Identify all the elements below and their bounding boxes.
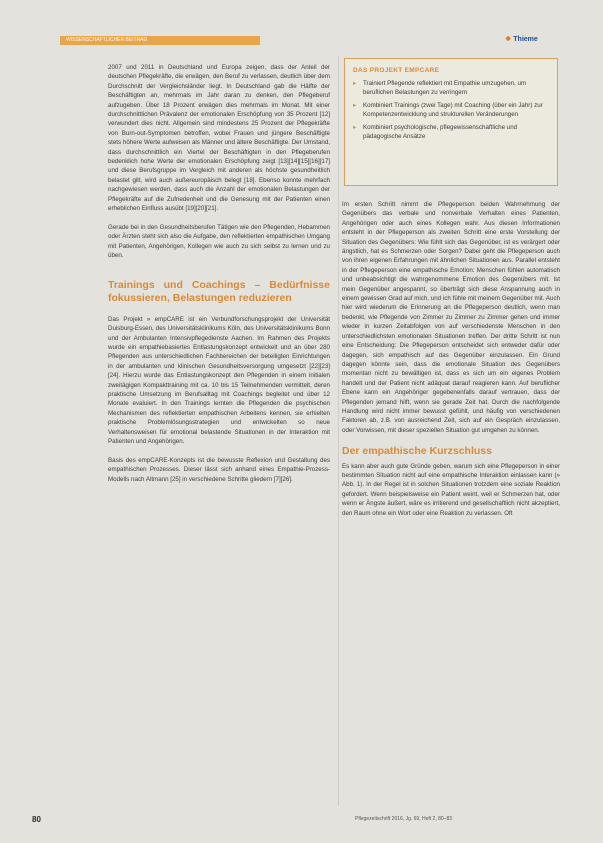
section-label: WISSENSCHAFTLICHER BEITRAG [66, 37, 148, 43]
info-box [344, 58, 558, 186]
publisher-logo [505, 35, 538, 43]
info-box-title: DAS PROJEKT EMPCARE [353, 67, 440, 74]
page-number: 80 [32, 815, 41, 824]
list-item: ▸ Trainiert Pflegende reflektiert mit Empathie umzugehen, um beruflichen Belastungen zu verringern [353, 80, 527, 97]
body-paragraph: Es kann aber auch gute Gründe geben, warum sich eine Pflegeperson in einer bestimmten Situation nicht auf eine empathische Interaktion einlassen kann (» Abb. 1). In der Regel ist in solchen Situationen trotzdem eine soziale Reaktion gefordert. Wenn beispielsweise ein Patient weint, weil er Schmerzen hat, oder wenn er Ängste äußert, wäre es irritierend und gesellschaftlich nicht akzeptiert, den Raum ohne ein Wort oder eine Reaktion zu verlassen. Oft [342, 462, 560, 517]
body-paragraph: Basis des empCARE-Konzepts ist die bewusste Reflexion und Gestaltung des empathischen Prozesses. Dieser lässt sich anhand eines Empathie-Prozess-Modells nach Altmann [25] in verschiedene Schritte gliedern [7][26]. [108, 456, 330, 483]
body-paragraph: Das Projekt » empCARE ist ein Verbundforschungsprojekt der Universität Duisburg-Essen, des Universitätsklinikums Köln, des Universitätsklinikums Bonn und der Ambulanten Intensivpflegedienste Aachen. Im Rahmen des Projekts wurde ein empathiebasiertes Entlastungskonzept entwickelt und an über 280 Pflegenden aus unterschiedlichen Fachbereichen der beteiligten Einrichtungen in der ambulanten und klinischen Gesundheitsversorgung umgesetzt [22][23][24]. Hierzu wurde das Entlastungskonzept den Pflegenden in einem initialen zweitägigen Kompakttraining mit ca. 10 bis 15 Teilnehmenden vermittelt, deren praktische Umsetzung im Berufsalltag mit Coachings begleitet und über 12 Monate evaluiert. In den Trainings lernten die Pflegenden die psychischen Mechanismen des reflektierten empathischen Arbeitens kennen, sie erhielten praktische Problemlösungsstrategien und entwickelten so neue Verhaltensweisen für emotional belastende Situationen in der Interaktion mit Patienten und Angehörigen. [108, 315, 330, 445]
arrow-bullet-icon: ▸ [353, 123, 357, 131]
right-column [342, 200, 560, 518]
publisher-name: Thieme [513, 36, 538, 43]
list-item: ▸ Kombiniert psychologische, pflegewissenschaftliche und pädagogische Ansätze [353, 123, 518, 141]
left-column [108, 63, 330, 484]
info-box-list [353, 79, 549, 144]
body-paragraph: Gerade bei in den Gesundheitsberufen Tätigen wie den Pflegenden, Hebammen oder Ärzten steht sich also die Aufgabe, den reflektierten empathischen Umgang mit Patienten, Angehörigen, Kollegen wie auch zu sich selbst zu lernen und zu üben. [108, 223, 330, 260]
arrow-bullet-icon: ▸ [353, 101, 357, 109]
footer-citation: Pflegezeitschrift 2016, Jg. 69, Heft 2, 80–83 [355, 816, 453, 822]
list-item: ▸ Kombiniert Trainings (zwei Tage) mit Coaching (über ein Jahr) zur Kompetenzentwicklung und strukturellen Veränderungen [353, 101, 543, 119]
body-paragraph: Im ersten Schritt nimmt die Pflegeperson beiden Wahrnehmung der Gegenübers das verbale und nonverbale Verhalten eines Patienten, Angehörigen oder auch eines Kollegen wahr. Aus diesen Informationen entsteht in der Pflegeperson als zweiten Schritt eine erste Vorstellung der Situation des Gegenübers: Wie fühlt sich das Gegenüber, ist es verärgert oder ängstlich, hat es Schmerzen oder Sorgen? Dabei geht die Pflegeperson auch von ihren eigenen Erfahrungen mit ähnlichen Situationen aus. Parallel entsteht in der Pflegeperson eine empathische Emotion: Menschen fühlen automatisch und unbeabsichtigt die wahrgenommene Emotion des Gegenübers mit. Ist mein Gegenüber angespannt, so überträgt sich diese Anspannung auch in einem gewissen Grad auf mich, und ich fühle mit meinem Gegenüber mit. Auch hier wird wiederum die Erinnerung an die Pflegeperson deutlich, wenn man bedenkt, wie Pflegende von Zimmer zu Zimmer zu Zimmer gehen und immer wieder in kurzen Zeitabfolgen von auf verschiedenste Menschen in den unterschiedlichsten emotionalen Situationen treffen. Der dritte Schritt ist nun eine Entscheidung: Die Pflegeperson entscheidet sich entweder dafür oder dagegen, sich empathisch auf das Gegenüber einzulassen. Ein Grund dagegen könnte sein, dass die emotionale Situation des Gegenübers momentan nicht zu bewältigen ist, dass es sich um ein eigenes Problem handelt und der Patient nicht adäquat darauf reagieren kann. Auf beruflicher Ebene kann ein Angehöriger gegebenenfalls darauf vertrauen, dass der Pflegenden jemand hilft, wenn sie gerade Zeit hat. Durch die nachfolgende Handlung wird nicht immer bewusst gefühlt, und häufig von verschiedenen Faktoren ab, z.B. von ausreichend Zeit, sich auf ein Gespräch einzulassen, oder Vorwissen, mit dieser speziellen Situation gut umgehen zu können. [342, 201, 560, 434]
section-label-bar [60, 36, 260, 45]
thieme-mark-icon: ❖ [505, 36, 512, 43]
section-heading: Trainings und Coachings – Bedürfnisse fokussieren, Belastungen reduzieren [108, 279, 330, 305]
arrow-bullet-icon: ▸ [353, 80, 357, 87]
section-heading: Der empathische Kurzschluss [342, 444, 492, 457]
body-paragraph: 2007 und 2011 in Deutschland und Europa zeigen, dass der Anteil der deutschen Pflegekräfte, die erwägen, den Beruf zu verlassen, deutlich über dem Durchschnitt der Vergleichsländer liegt. In Deutschland gab die Hälfte der Beschäftigten an, mehrmals im Jahr daran zu denken, den Pflegeberuf aufzugeben. Über 18 Prozent erwägen dies mehrmals im Monat. Mit einer durchschnittlichen Prävalenz der emotionalen Erschöpfung von 35 Prozent [12] verwundert dies nicht. Allgemein sind mindestens 25 Prozent der Pflegekräfte von Burn-out-Symptomen betroffen, wobei Frauen und jüngere Beschäftigte stets höhere Werte aufweisen als Männer und ältere Beschäftigte. Der Umstand, dass durchschnittlich ein Viertel der Beschäftigten in den Pflegeberufen bedenklich hohe Werte der emotionalen Erschöpfung zeigt [13][14][15][16][17] und diese Berufsgruppe im Vergleich mit anderen als höchste gesundheitlich belastet gilt, wird auch außereuropäisch belegt [18]. Ebenso konnte mehrfach nachgewiesen werden, dass auch die Anzahl der emotionalen Belastungen der Pflegekräfte auf die Zufriedenheit und die Genesung mit der Patienten einen erheblichen Einfluss ausübt [19][20][21]. [108, 64, 330, 213]
column-divider [338, 56, 339, 806]
